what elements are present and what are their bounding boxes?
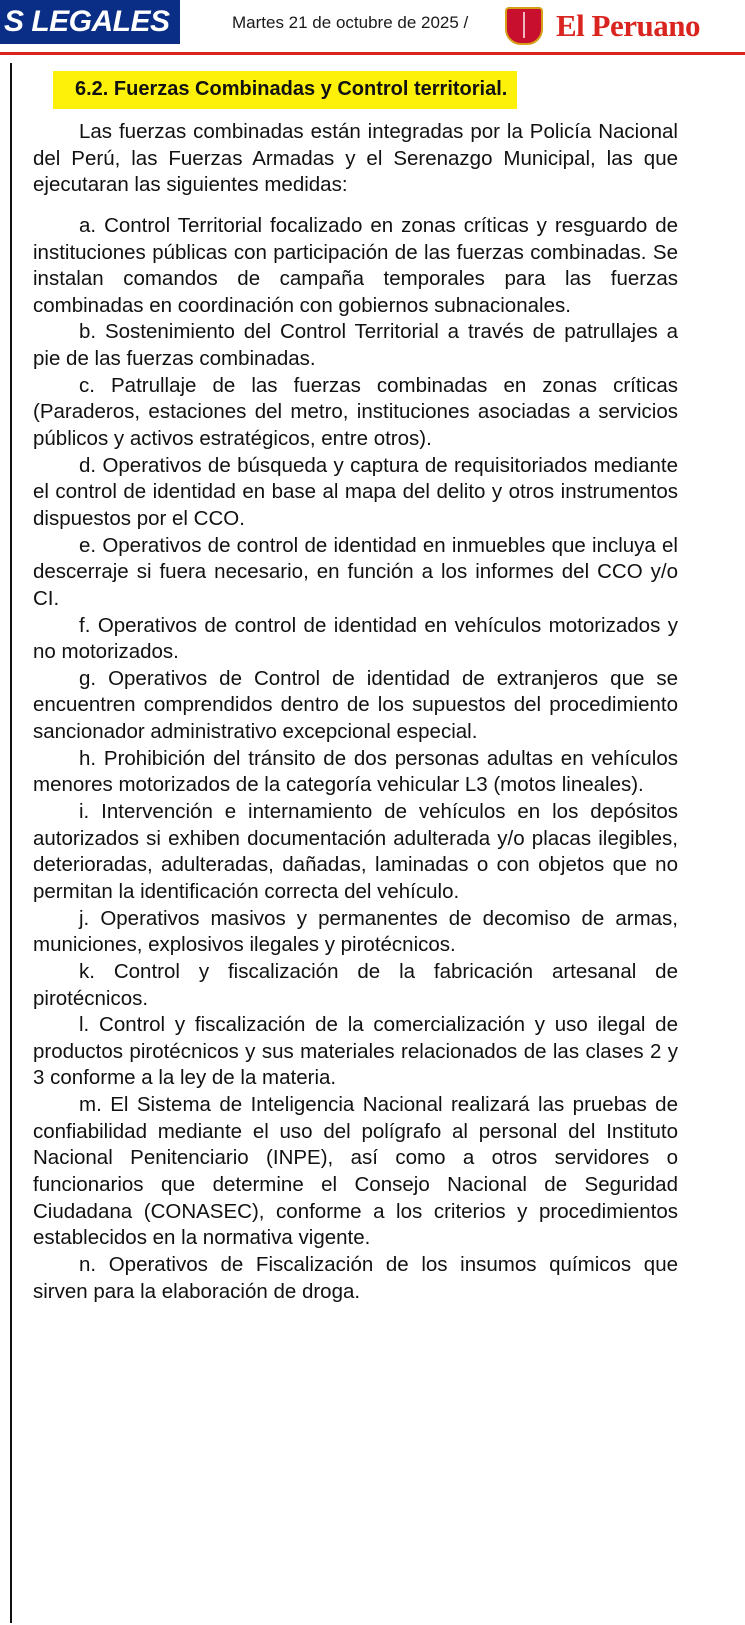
clause-a: a. Control Territorial focalizado en zonas críticas y resguardo de instituciones públicas con participación de las fuerzas combinadas. Se instalan comandos de campaña temporales para las fuerzas combinadas en coordinación con gobiernos subnacionales. (33, 213, 678, 317)
clause-h: h. Prohibición del tránsito de dos personas adultas en vehículos menores motorizados de la categoría vehicular L3 (motos lineales). (33, 746, 678, 797)
clause-i-band (33, 799, 678, 906)
masthead (0, 0, 745, 55)
clause-n: n. Operativos de Fiscalización de los insumos químicos que sirven para la elaboración de droga. (33, 1252, 678, 1303)
clause-g: g. Operativos de Control de identidad de extranjeros que se encuentren comprendidos dentro de los supuestos del procedimiento sancionador administrativo excepcional especial. (33, 666, 678, 744)
clause-f-band (33, 613, 678, 666)
clause-i: i. Intervención e internamiento de vehículos en los depósitos autorizados si exhiben documentación adulterada y/o placas ilegibles, deterioradas, adulteradas, dañadas, laminadas o con objetos que no permitan la identificación correcta del vehículo. (33, 800, 678, 903)
clause-c: c. Patrullaje de las fuerzas combinadas en zonas críticas (Paraderos, estaciones del metro, instituciones asociadas a servicios públicos y activos estratégicos, entre otros). (33, 373, 678, 451)
column-rule (10, 63, 12, 1623)
document-page (0, 55, 745, 1625)
clause-d: d. Operativos de búsqueda y captura de requisitoriados mediante el control de identidad en base al mapa del delito y otros instrumentos dispuestos por el CCO. (33, 453, 678, 530)
clause-b: b. Sostenimiento del Control Territorial a través de patrullajes a pie de las fuerzas combinadas. (33, 320, 678, 371)
clause-j: j. Operativos masivos y permanentes de decomiso de armas, municiones, explosivos ilegales y pirotécnicos. (33, 906, 678, 957)
clause-l: l. Control y fiscalización de la comercialización y uso ilegal de productos pirotécnicos y sus materiales relacionados de las clases 2 y 3 conforme a la ley de la materia. (33, 1013, 678, 1090)
masthead-section-label: S LEGALES (0, 0, 180, 44)
clause-h-band (33, 746, 678, 799)
clause-c-band (33, 373, 678, 533)
clause-e: e. Operativos de control de identidad en inmuebles que incluya el descerraje si fuera necesario, en función a los informes del CCO y/o CI. (33, 533, 678, 610)
clause-f: f. Operativos de control de identidad en vehículos motorizados y no motorizados. (33, 613, 678, 664)
clause-m: m. El Sistema de Inteligencia Nacional realizará las pruebas de confiabilidad mediante el uso del polígrafo al personal del Instituto Nacional Penitenciario (INPE), así como a otros servidores o funcionarios que determine el Consejo Nacional de Seguridad Ciudadana (CONASEC), conforme a los criterios y procedimientos establecidos en la normativa vigente. (33, 1093, 678, 1250)
masthead-date: Martes 21 de octubre de 2025 / (232, 13, 469, 32)
intro-paragraph: Las fuerzas combinadas están integradas por la Policía Nacional del Perú, las Fuerzas Armadas y el Serenazgo Municipal, las que ejecutaran las siguientes medidas: (33, 120, 678, 197)
clause-a-band (33, 213, 678, 373)
newspaper-title: El Peruano (556, 8, 700, 43)
clause-k: k. Control y fiscalización de la fabricación artesanal de pirotécnicos. (33, 959, 678, 1010)
peru-coat-of-arms-icon (501, 3, 547, 47)
clause-g-band (33, 666, 678, 746)
clause-e-band (33, 533, 678, 613)
text-column (33, 65, 678, 1305)
section-heading: 6.2. Fuerzas Combinadas y Control territorial. (53, 71, 517, 109)
clause-tail-band (33, 906, 678, 1306)
